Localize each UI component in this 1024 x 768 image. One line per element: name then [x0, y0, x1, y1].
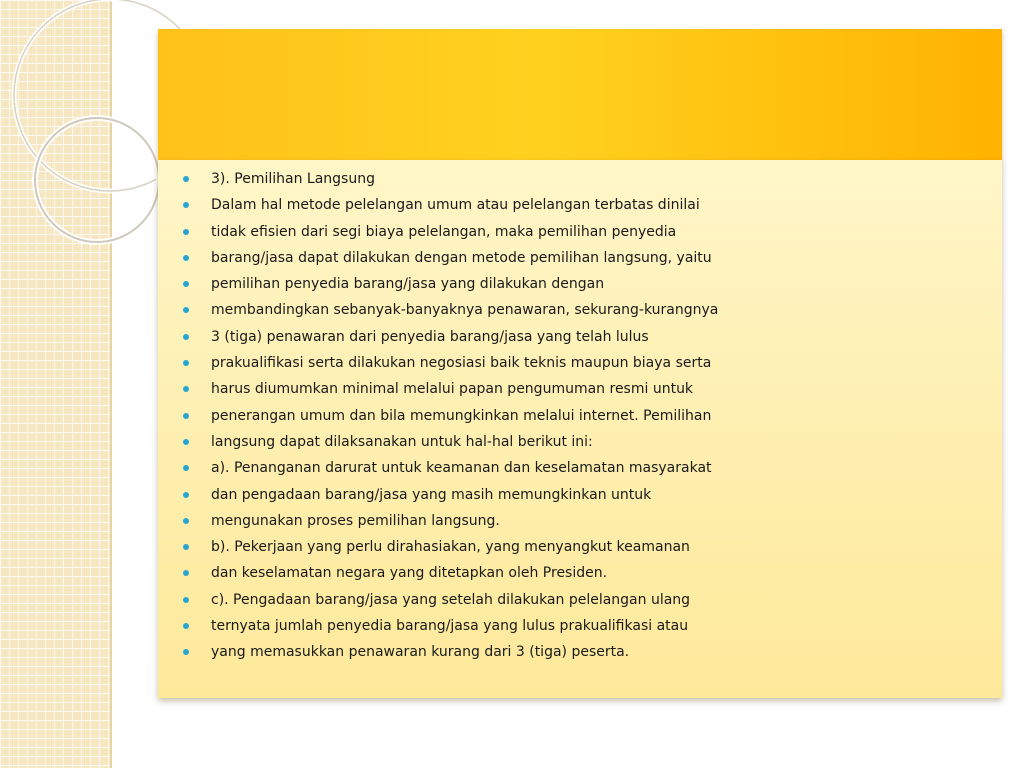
bullet-text: tidak efisien dari segi biaya pelelangan, maka pemilihan penyedia [211, 223, 677, 240]
bullet-text: membandingkan sebanyak-banyaknya penawaran, sekurang-kurangnya [211, 302, 719, 319]
bullet-text: langsung dapat dilaksanakan untuk hal-hal berikut ini: [211, 433, 593, 450]
bullet-text: mengunakan proses pemilihan langsung. [211, 512, 500, 529]
bullet-text: 3 (tiga) penawaran dari penyedia barang/jasa yang telah lulus [211, 328, 649, 345]
bullet-list [182, 166, 718, 666]
bullet-text: penerangan umum dan bila memungkinkan melalui internet. Pemilihan [211, 407, 712, 424]
bullet-text: 3). Pemilihan Langsung [211, 171, 375, 187]
bullet-text: prakualifikasi serta dilakukan negosiasi baik teknis maupun biaya serta [211, 355, 712, 372]
bullet-text: pemilihan penyedia barang/jasa yang dilakukan dengan [211, 276, 605, 293]
bullet-dot-icon [183, 386, 189, 392]
bullet-text: harus diumumkan minimal melalui papan pengumuman resmi untuk [211, 381, 694, 398]
bullet-dot-icon [183, 649, 189, 655]
bullet-item [182, 534, 718, 560]
bullet-text: a). Penanganan darurat untuk keamanan dan keselamatan masyarakat [211, 460, 712, 477]
bullet-item [182, 219, 718, 245]
bullet-dot-icon [183, 492, 189, 498]
bullet-dot-icon [183, 255, 189, 261]
bullet-dot-icon [183, 570, 189, 576]
title-band [158, 29, 1002, 160]
bullet-dot-icon [183, 176, 189, 182]
bullet-item [182, 192, 718, 218]
bullet-item [182, 166, 718, 192]
bullet-dot-icon [183, 307, 189, 313]
bullet-text: c). Pengadaan barang/jasa yang setelah dilakukan pelelangan ulang [211, 591, 691, 608]
bullet-dot-icon [183, 334, 189, 340]
bullet-text: dan keselamatan negara yang ditetapkan oleh Presiden. [211, 565, 608, 582]
bullet-item [182, 508, 718, 534]
bullet-item [182, 297, 718, 323]
bullet-dot-icon [183, 544, 189, 550]
bullet-dot-icon [183, 518, 189, 524]
bullet-text: yang memasukkan penawaran kurang dari 3 (tiga) peserta. [211, 644, 630, 661]
left-grid-decoration [0, 0, 112, 768]
bullet-item [182, 271, 718, 297]
bullet-dot-icon [183, 360, 189, 366]
bullet-item [182, 587, 718, 613]
bullet-item [182, 482, 718, 508]
bullet-item [182, 324, 718, 350]
bullet-item [182, 245, 718, 271]
bullet-dot-icon [183, 281, 189, 287]
bullet-item [182, 403, 718, 429]
bullet-dot-icon [183, 413, 189, 419]
bullet-item [182, 376, 718, 402]
bullet-dot-icon [183, 439, 189, 445]
bullet-text: Dalam hal metode pelelangan umum atau pelelangan terbatas dinilai [211, 197, 700, 214]
bullet-dot-icon [183, 229, 189, 235]
bullet-text: b). Pekerjaan yang perlu dirahasiakan, yang menyangkut keamanan [211, 539, 690, 556]
bullet-item [182, 639, 718, 665]
bullet-dot-icon [183, 597, 189, 603]
bullet-item [182, 350, 718, 376]
bullet-dot-icon [183, 465, 189, 471]
bullet-item [182, 455, 718, 481]
bullet-item [182, 560, 718, 586]
content-panel [158, 160, 1002, 698]
bullet-item [182, 613, 718, 639]
bullet-item [182, 429, 718, 455]
bullet-text: ternyata jumlah penyedia barang/jasa yang lulus prakualifikasi atau [211, 618, 689, 635]
bullet-dot-icon [183, 202, 189, 208]
bullet-text: barang/jasa dapat dilakukan dengan metode pemilihan langsung, yaitu [211, 249, 712, 266]
bullet-text: dan pengadaan barang/jasa yang masih memungkinkan untuk [211, 486, 652, 503]
bullet-dot-icon [183, 623, 189, 629]
